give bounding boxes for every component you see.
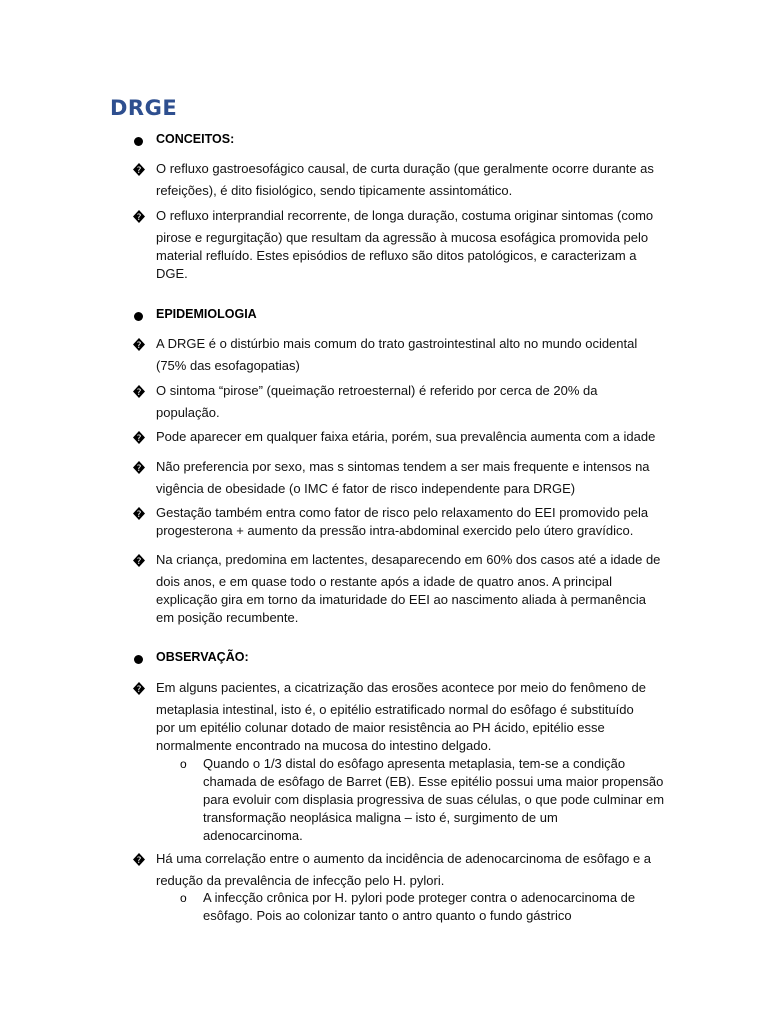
svg-text:?: ? (136, 388, 142, 398)
sub-bullet-marker: o (180, 757, 187, 771)
sub-list-item-text: A infecção crônica por H. pylori pode proteger contra o adenocarcinoma de esôfago. Pois ao colonizar tanto o antro quanto o fundo gástrico (203, 890, 636, 923)
svg-text:?: ? (136, 341, 142, 351)
svg-text:?: ? (136, 434, 142, 444)
page-title: DRGE (110, 96, 178, 120)
section-heading-conceitos: CONCEITOS: (156, 132, 235, 146)
list-item-text: Não preferencia por sexo, mas s sintomas tendem a ser mais frequente e intensos na vigência de obesidade (o IMC é fator de risco independente para DRGE) (156, 459, 650, 496)
list-item-text: A DRGE é o distúrbio mais comum do trato gastrointestinal alto no mundo ocidental (75% das esofagopatias) (156, 336, 638, 373)
svg-text:?: ? (136, 464, 142, 474)
svg-text:?: ? (136, 685, 142, 695)
missing-glyph-bullet-icon (133, 163, 145, 176)
svg-text:?: ? (136, 510, 142, 520)
missing-glyph-bullet-icon (133, 682, 145, 695)
section-bullet (134, 655, 143, 664)
missing-glyph-bullet-icon (133, 431, 145, 444)
list-item-text: Há uma correlação entre o aumento da incidência de adenocarcinoma de esôfago e a redução da prevalência de infecção pelo H. pylori. (156, 851, 652, 888)
missing-glyph-bullet-icon (133, 853, 145, 866)
list-item-text: O refluxo gastroesofágico causal, de curta duração (que geralmente ocorre durante as refeições), é dito fisiológico, sendo tipicamente assintomático. (156, 161, 654, 198)
list-item-text: Gestação também entra como fator de risco pelo relaxamento do EEI promovido pela progesterona + aumento da pressão intra-abdominal exercido pelo útero gravídico. (156, 505, 649, 538)
section-heading-epidemiologia: EPIDEMIOLOGIA (156, 307, 257, 321)
sub-list-item-text: Quando o 1/3 distal do esôfago apresenta metaplasia, tem-se a condição chamada de esôfago de Barret (EB). Esse epitélio possui uma maior propensão para evoluir com displasia progressiva de suas células, o que pode culminar em transformação neoplásica maligna – isto é, surgimento de um adenocarcinoma. (203, 756, 665, 843)
svg-text:?: ? (136, 856, 142, 866)
missing-glyph-bullet-icon (133, 385, 145, 398)
list-item-text: Na criança, predomina em lactentes, desaparecendo em 60% dos casos até a idade de dois anos, e em quase todo o restante após a idade de quatro anos. A principal explicação gira em torno da imaturidade do EEI ao nascimento aliada à permanência em posição recumbente. (156, 552, 661, 625)
svg-text:?: ? (136, 213, 142, 223)
svg-text:?: ? (136, 557, 142, 567)
missing-glyph-bullet-icon (133, 210, 145, 223)
section-bullet (134, 312, 143, 321)
missing-glyph-bullet-icon (133, 554, 145, 567)
section-heading-observacao: OBSERVAÇÃO: (156, 650, 249, 664)
list-item-text: Pode aparecer em qualquer faixa etária, porém, sua prevalência aumenta com a idade (156, 429, 656, 444)
list-item-text: Em alguns pacientes, a cicatrização das erosões acontece por meio do fenômeno de metaplasia intestinal, isto é, o epitélio estratificado normal do esôfago é substituído por um epitélio colunar dotado de maior resistência ao PH ácido, epitélio esse normalmente encontrado na mucosa do intestino delgado. (156, 680, 646, 753)
section-bullet (134, 137, 143, 146)
svg-text:?: ? (136, 166, 142, 176)
missing-glyph-bullet-icon (133, 461, 145, 474)
list-item-text: O refluxo interprandial recorrente, de longa duração, costuma originar sintomas (como pirose e regurgitação) que resultam da agressão à mucosa esofágica promovida pelo material refluído. Estes episódios de refluxo são ditos patológicos, e caracterizam a DGE. (156, 208, 654, 281)
missing-glyph-bullet-icon (133, 507, 145, 520)
list-item-text: O sintoma “pirose” (queimação retroesternal) é referido por cerca de 20% da população. (156, 383, 598, 420)
sub-bullet-marker: o (180, 891, 187, 905)
missing-glyph-bullet-icon (133, 338, 145, 351)
